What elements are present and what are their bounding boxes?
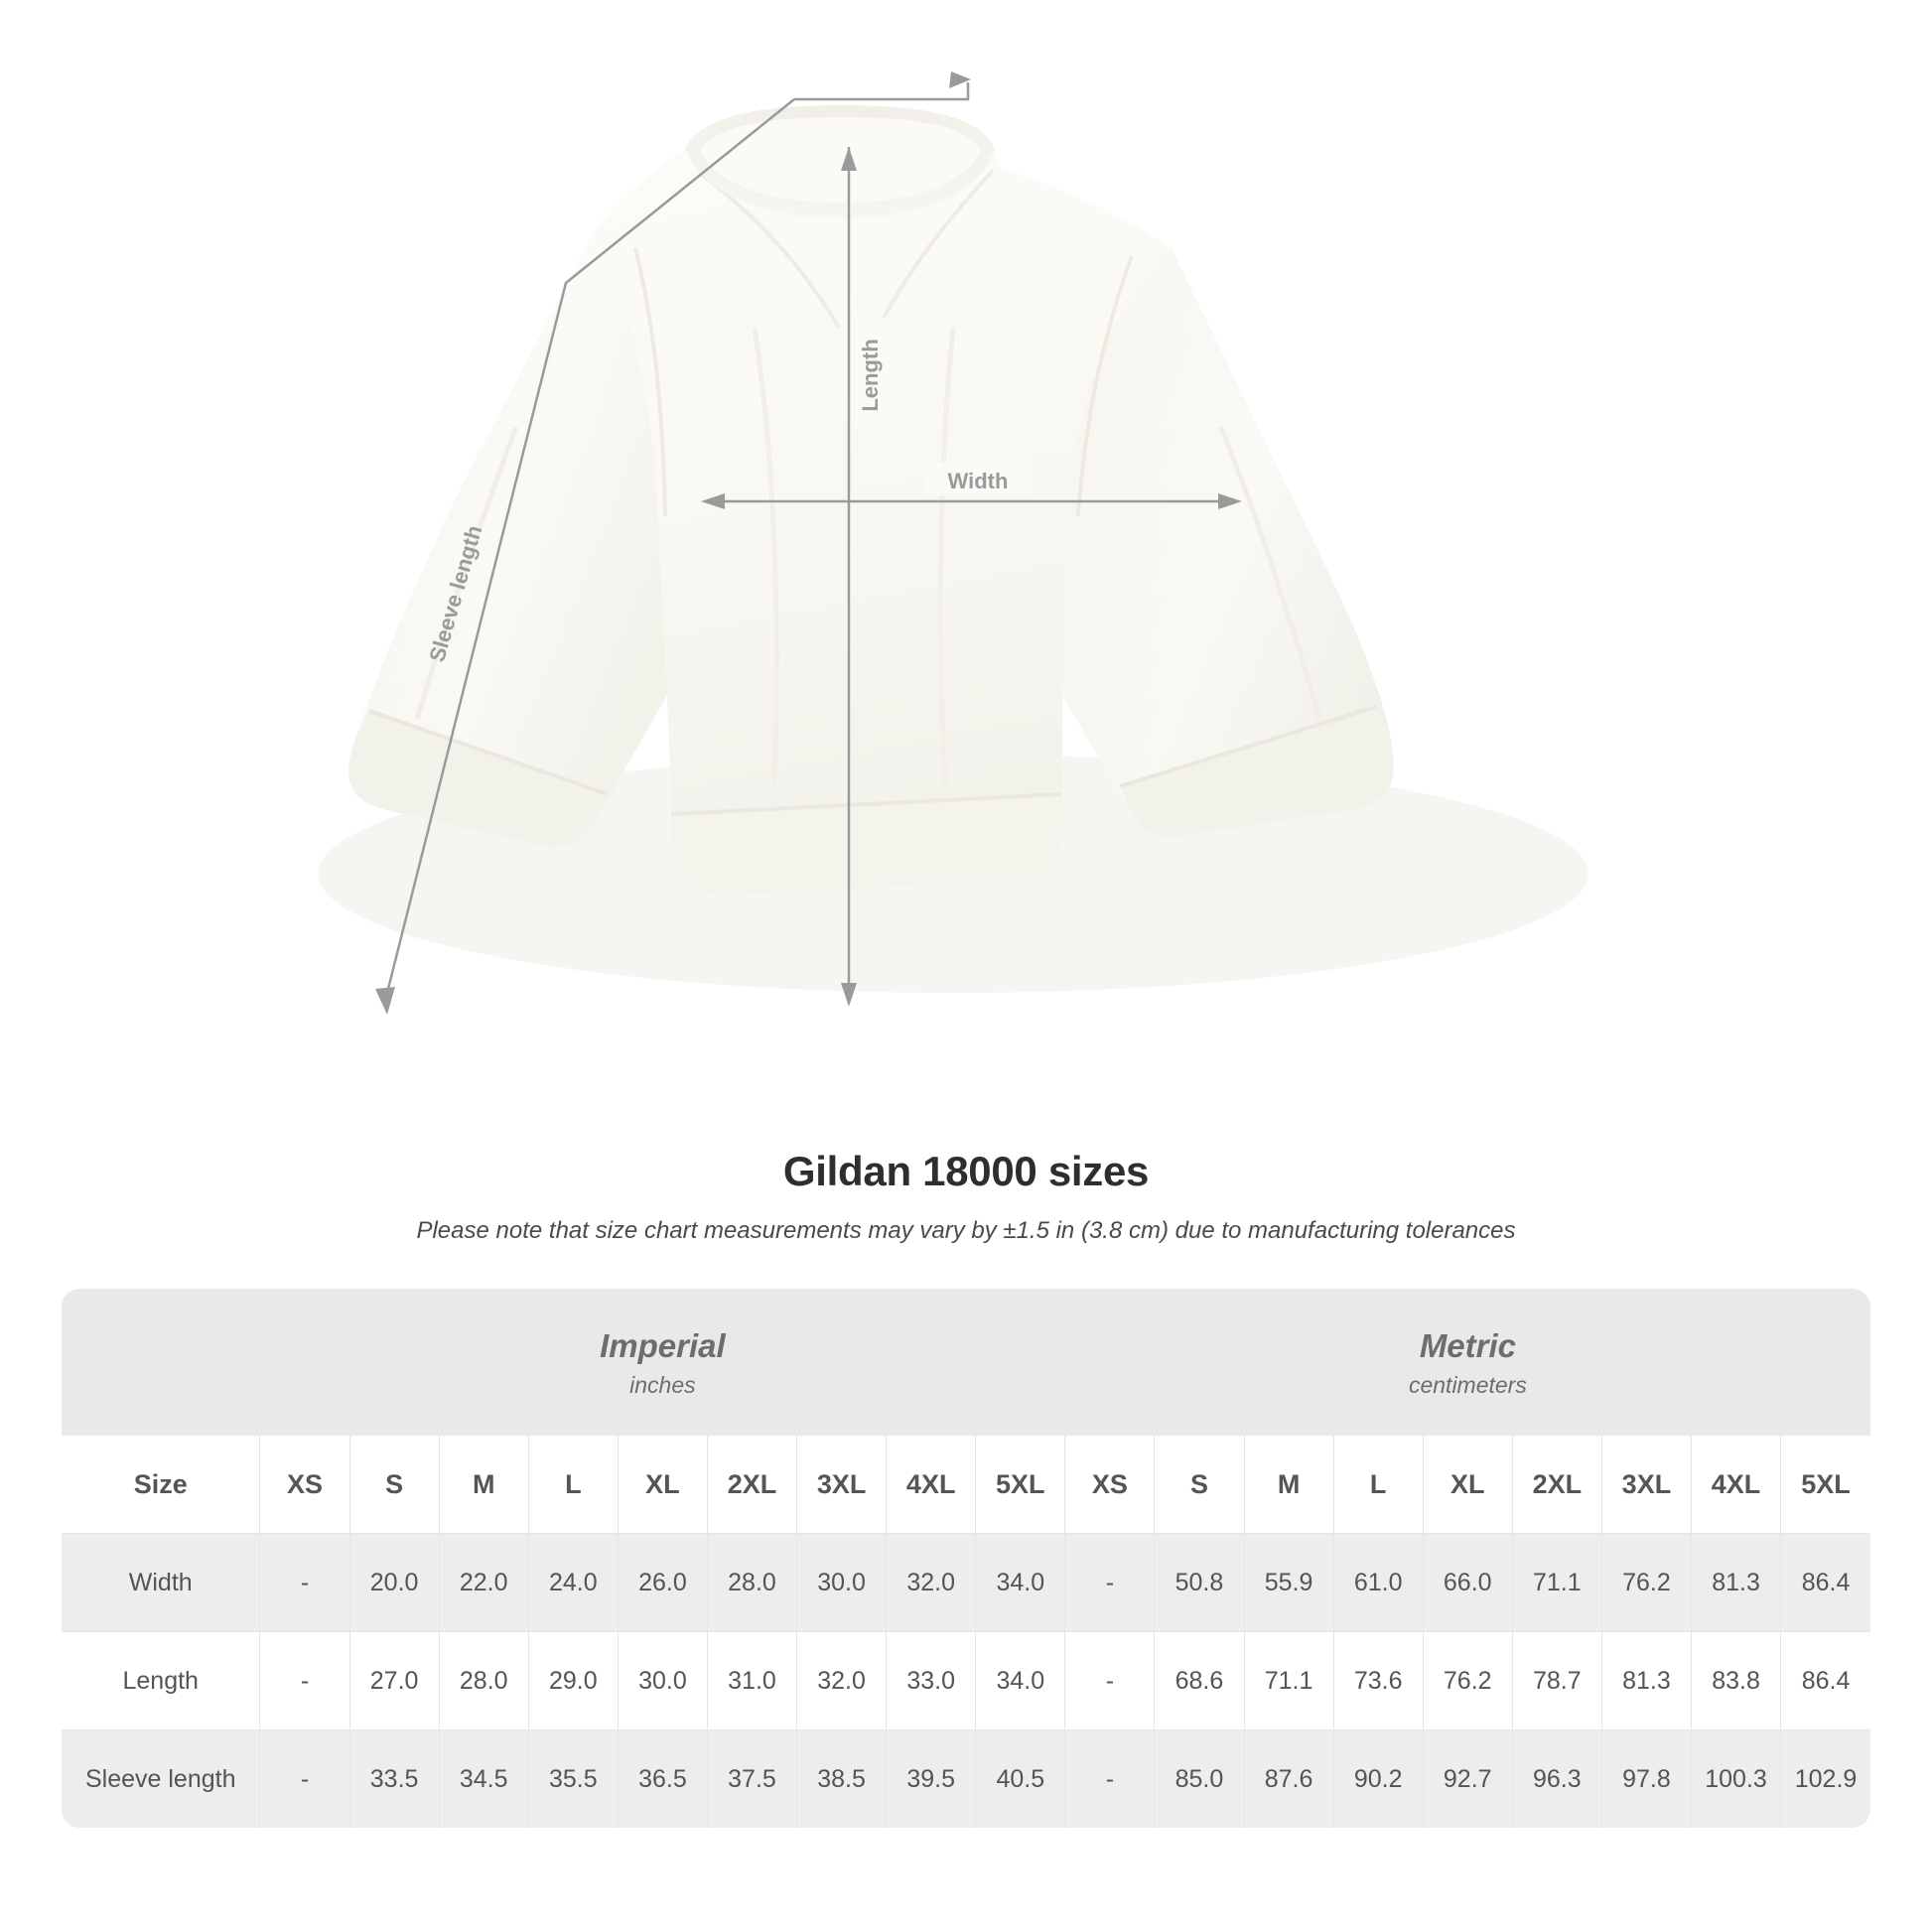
cell: -	[260, 1730, 349, 1829]
cell: 76.2	[1601, 1534, 1691, 1632]
cell: 34.0	[976, 1534, 1065, 1632]
cell: 71.1	[1244, 1632, 1333, 1730]
unit-group-metric-sub: centimeters	[1408, 1372, 1527, 1399]
cell: -	[260, 1534, 349, 1632]
cell: 30.0	[797, 1534, 887, 1632]
cell: 33.5	[349, 1730, 439, 1829]
size-header-cell: 2XL	[1512, 1436, 1601, 1534]
cell: 32.0	[887, 1534, 976, 1632]
size-header-cell: 2XL	[707, 1436, 796, 1534]
size-header-cell: 3XL	[1601, 1436, 1691, 1534]
cell: 28.0	[439, 1632, 528, 1730]
size-header-cell: 4XL	[1691, 1436, 1780, 1534]
tolerance-note: Please note that size chart measurements may vary by ±1.5 in (3.8 cm) due to manufacturing tolerances	[416, 1217, 1516, 1244]
cell: 34.0	[976, 1632, 1065, 1730]
row-label-width: Width	[62, 1534, 260, 1632]
cell: 81.3	[1601, 1632, 1691, 1730]
cell: 34.5	[439, 1730, 528, 1829]
cell: 100.3	[1691, 1730, 1780, 1829]
unit-group-imperial	[260, 1289, 1065, 1436]
cell: 87.6	[1244, 1730, 1333, 1829]
size-header-cell: M	[439, 1436, 528, 1534]
cell: -	[1065, 1730, 1155, 1829]
cell: 86.4	[1781, 1632, 1870, 1730]
cell: 96.3	[1512, 1730, 1601, 1829]
cell: 30.0	[618, 1632, 707, 1730]
row-label-length: Length	[62, 1632, 260, 1730]
cell: 50.8	[1155, 1534, 1244, 1632]
size-header-cell: XL	[1423, 1436, 1512, 1534]
cell: 31.0	[707, 1632, 796, 1730]
cell: 55.9	[1244, 1534, 1333, 1632]
size-header-cell: 5XL	[976, 1436, 1065, 1534]
cell: 26.0	[618, 1534, 707, 1632]
cell: 39.5	[887, 1730, 976, 1829]
size-header-cell: XS	[1065, 1436, 1155, 1534]
cell: 22.0	[439, 1534, 528, 1632]
size-header-cell: XL	[618, 1436, 707, 1534]
unit-group-imperial-name: Imperial	[600, 1326, 726, 1364]
cell: 27.0	[349, 1632, 439, 1730]
cell: 92.7	[1423, 1730, 1512, 1829]
size-header-cell: S	[1155, 1436, 1244, 1534]
cell: 33.0	[887, 1632, 976, 1730]
cell: 71.1	[1512, 1534, 1601, 1632]
cell: 90.2	[1333, 1730, 1423, 1829]
size-table	[62, 1289, 1870, 1828]
page-title: Gildan 18000 sizes	[782, 1148, 1150, 1194]
cell: 97.8	[1601, 1730, 1691, 1829]
cell: 73.6	[1333, 1632, 1423, 1730]
cell: 86.4	[1781, 1534, 1870, 1632]
cell: -	[1065, 1534, 1155, 1632]
cell: 24.0	[528, 1534, 618, 1632]
sleeve-length-label: Sleeve length	[424, 522, 487, 665]
unit-group-metric-name: Metric	[1419, 1326, 1517, 1364]
size-header-row	[62, 1436, 1870, 1534]
size-header-cell: S	[349, 1436, 439, 1534]
cell: 78.7	[1512, 1632, 1601, 1730]
cell: -	[1065, 1632, 1155, 1730]
size-header-label: Size	[62, 1436, 260, 1534]
cell: 38.5	[797, 1730, 887, 1829]
cell: 102.9	[1781, 1730, 1870, 1829]
cell: 37.5	[707, 1730, 796, 1829]
size-header-cell: 3XL	[797, 1436, 887, 1534]
cell: 35.5	[528, 1730, 618, 1829]
table-row	[62, 1632, 1870, 1730]
size-header-cell: 4XL	[887, 1436, 976, 1534]
size-table-wrapper	[62, 1289, 1870, 1828]
unit-group-row	[62, 1289, 1870, 1436]
cell: 83.8	[1691, 1632, 1780, 1730]
size-header-cell: L	[1333, 1436, 1423, 1534]
size-header-cell: L	[528, 1436, 618, 1534]
width-label: Width	[947, 469, 1009, 493]
cell: 20.0	[349, 1534, 439, 1632]
unit-group-imperial-sub: inches	[629, 1372, 696, 1399]
table-row	[62, 1730, 1870, 1829]
cell: 40.5	[976, 1730, 1065, 1829]
row-label-sleeve-length: Sleeve length	[62, 1730, 260, 1829]
size-header-cell: 5XL	[1781, 1436, 1870, 1534]
cell: 29.0	[528, 1632, 618, 1730]
cell: 76.2	[1423, 1632, 1512, 1730]
unit-row-spacer	[62, 1289, 260, 1436]
cell: 81.3	[1691, 1534, 1780, 1632]
cell: 85.0	[1155, 1730, 1244, 1829]
cell: 61.0	[1333, 1534, 1423, 1632]
table-row	[62, 1534, 1870, 1632]
unit-group-metric	[1065, 1289, 1870, 1436]
size-header-cell: XS	[260, 1436, 349, 1534]
size-header-cell: M	[1244, 1436, 1333, 1534]
cell: 66.0	[1423, 1534, 1512, 1632]
cell: 28.0	[707, 1534, 796, 1632]
cell: 68.6	[1155, 1632, 1244, 1730]
cell: 32.0	[797, 1632, 887, 1730]
cell: 36.5	[618, 1730, 707, 1829]
length-label: Length	[858, 339, 883, 412]
cell: -	[260, 1632, 349, 1730]
